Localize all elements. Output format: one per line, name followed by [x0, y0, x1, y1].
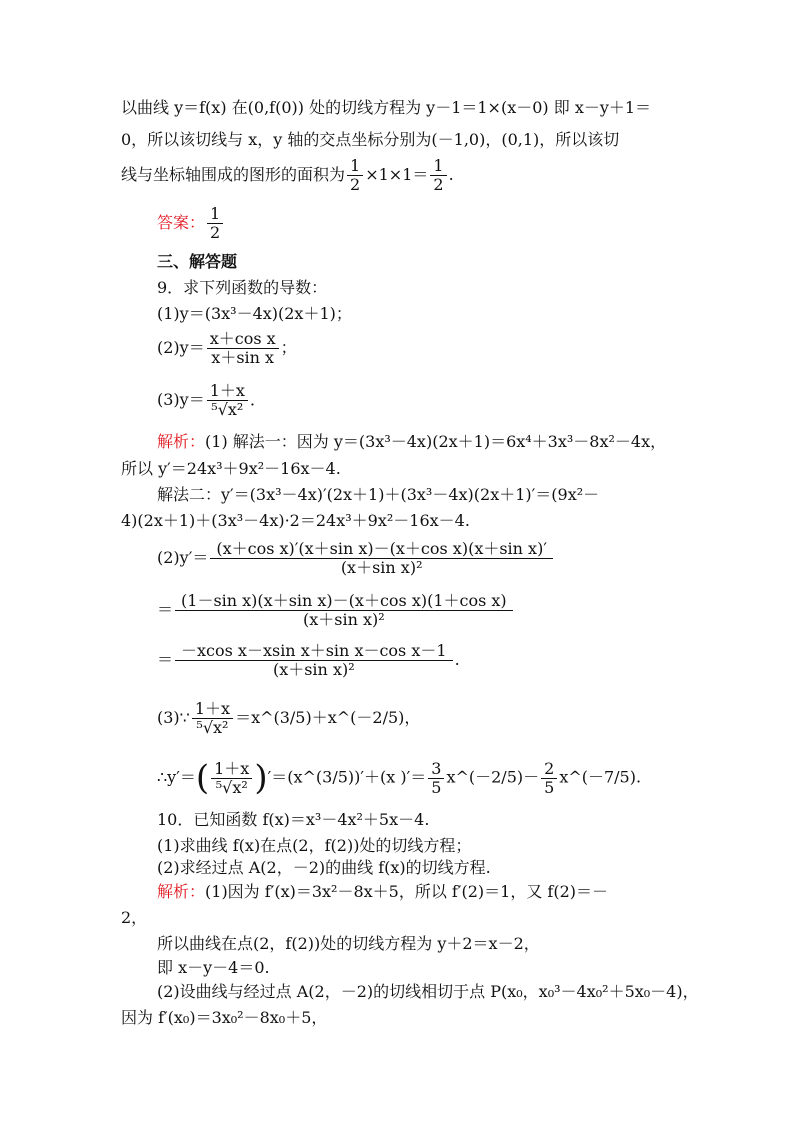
paren-open: (	[195, 758, 210, 798]
text-line: 0，所以该切线与 x，y 轴的交点坐标分别为(－1,0)，(0,1)，所以该切	[121, 130, 620, 149]
text: ′＝(x^(3/5))′＋(x )′＝	[267, 767, 427, 787]
numerator: (x＋cos x)′(x＋sin x)－(x＋cos x)(x＋sin x)′	[216, 539, 547, 558]
fraction	[175, 642, 453, 679]
text-line: (2)设曲线与经过点 A(2，－2)的切线相切于点 P(x₀，x₀³－4x₀²＋5x₀－4)，	[157, 982, 699, 1001]
denominator: x＋sin x	[207, 348, 279, 367]
text: (1) 解法一：因为 y＝(3x³－4x)(2x＋1)＝6x⁴＋3x³－8x²－4x，	[205, 432, 667, 451]
paren-close: )	[254, 758, 268, 798]
numerator: －xcos x－xsin x＋sin x－cos x－1	[181, 641, 447, 660]
fraction	[541, 760, 557, 797]
numerator: 1	[210, 204, 221, 223]
text: .	[454, 650, 460, 669]
solution-label: 解析：	[157, 432, 206, 451]
denominator: (x＋sin x)²	[210, 558, 553, 577]
question-item: (1)y＝(3x³－4x)(2x＋1)；	[157, 304, 352, 323]
text: ．	[249, 390, 266, 409]
fraction	[210, 540, 553, 577]
numerator: (1－sin x)(x＋sin x)－(x＋cos x)(1＋cos x)	[181, 591, 507, 610]
text-line: 所以曲线在点(2，f(2))处的切线方程为 y＋2＝x－2，	[157, 934, 540, 953]
text-line: 因为 f′(x₀)＝3x₀²－8x₀＋5，	[121, 1008, 328, 1027]
fraction	[211, 760, 252, 797]
numerator: x＋cos x	[209, 329, 276, 348]
denominator: 2	[347, 175, 363, 194]
fraction	[192, 700, 233, 737]
fraction	[428, 760, 444, 797]
denominator: (x＋sin x)²	[175, 610, 513, 629]
text: (2)y＝	[157, 338, 205, 357]
solution-line	[157, 432, 666, 452]
denominator: (x＋sin x)²	[175, 660, 453, 679]
equation-line	[157, 540, 555, 577]
text: (2)y′＝	[157, 548, 209, 567]
numerator: 1＋x	[214, 758, 250, 778]
denominator: 2	[430, 175, 446, 194]
numerator: 1＋x	[209, 381, 245, 400]
text: x^(－2/5)－	[446, 767, 540, 787]
answer-line	[157, 205, 225, 242]
denominator: ⁵√x²	[207, 400, 248, 419]
question-item: (1)求曲线 f(x)在点(2，f(2))处的切线方程；	[157, 836, 472, 855]
text: 线与坐标轴围成的图形的面积为	[121, 165, 346, 184]
text: ＝x^(3/5)＋x^(－2/5)，	[235, 708, 421, 727]
text-line	[121, 157, 454, 194]
text: (3)∵	[157, 708, 190, 727]
numerator: 3	[431, 758, 442, 778]
equation-line	[157, 700, 420, 737]
text: ＝	[157, 650, 174, 669]
fraction	[430, 157, 446, 194]
denominator: ⁵√x²	[192, 718, 233, 737]
question-title: 9．求下列函数的导数：	[157, 278, 328, 297]
text-line: 所以 y′＝24x³＋9x²－16x－4.	[121, 459, 341, 478]
denominator: 5	[541, 778, 557, 797]
question-title: 10．已知函数 f(x)＝x³－4x²＋5x－4.	[157, 810, 430, 829]
denominator: 2	[207, 223, 223, 242]
text: ×1×1＝	[365, 165, 429, 184]
answer-label: 答案：	[157, 213, 206, 232]
numerator: 1	[350, 156, 361, 175]
fraction	[207, 382, 248, 419]
numerator: 1	[433, 156, 444, 175]
numerator: 2	[544, 758, 555, 778]
solution-line	[157, 882, 608, 902]
fraction	[207, 205, 223, 242]
text: x^(－7/5).	[559, 767, 642, 787]
question-item: (2)求经过点 A(2，－2)的曲线 f(x)的切线方程.	[157, 858, 491, 877]
fraction	[347, 157, 363, 194]
equation-line	[157, 642, 460, 679]
text-line: 4)(2x＋1)＋(3x³－4x)·2＝24x³＋9x²－16x－4.	[121, 511, 470, 530]
equation-line	[157, 592, 515, 629]
denominator: 5	[428, 778, 444, 797]
equation-line	[157, 758, 641, 798]
question-item	[157, 330, 297, 367]
text: ∴y′＝	[157, 767, 196, 787]
fraction	[207, 330, 279, 367]
text: ＝	[157, 600, 174, 619]
text-line: 以曲线 y＝f(x) 在(0,f(0)) 处的切线方程为 y－1＝1×(x－0) 即 x－y＋1＝	[121, 98, 652, 117]
solution-label: 解析：	[157, 882, 206, 901]
fraction	[175, 592, 513, 629]
section-heading: 三、解答题	[157, 252, 238, 271]
text-line: 2，	[121, 908, 148, 927]
numerator: 1＋x	[194, 699, 231, 718]
text-line: 解法二：y′＝(3x³－4x)′(2x＋1)＋(3x³－4x)(2x＋1)′＝(9x²－	[157, 485, 600, 504]
text: (1)因为 f′(x)＝3x²－8x＋5，所以 f′(2)＝1，又 f(2)＝－	[205, 882, 608, 901]
denominator: ⁵√x²	[211, 778, 252, 797]
text-line: 即 x－y－4＝0.	[157, 958, 270, 977]
text: (3)y＝	[157, 390, 205, 409]
text: .	[448, 165, 454, 184]
question-item	[157, 382, 266, 419]
text: ；	[280, 338, 297, 357]
